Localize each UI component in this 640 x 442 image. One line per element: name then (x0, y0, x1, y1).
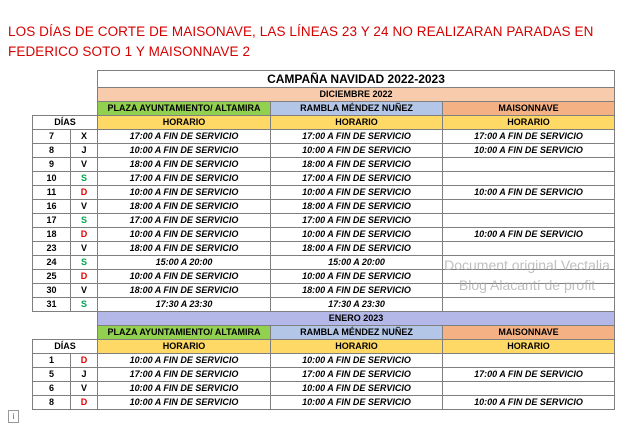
schedule-cell: 17:00 A FIN DE SERVICIO (98, 172, 271, 186)
schedule-cell (443, 158, 615, 172)
schedule-cell: 17:30 A 23:30 (98, 298, 271, 312)
schedule-cell (443, 200, 615, 214)
day-number: 8 (33, 396, 71, 410)
weekday-letter: D (71, 354, 98, 368)
table-title: CAMPAÑA NAVIDAD 2022-2023 (98, 71, 615, 88)
location-header: RAMBLA MÉNDEZ NUÑEZ (271, 326, 443, 340)
schedule-cell: 17:30 A 23:30 (271, 298, 443, 312)
table-row (33, 242, 615, 256)
day-number: 17 (33, 214, 71, 228)
day-number: 25 (33, 270, 71, 284)
month-header: ENERO 2023 (98, 312, 615, 326)
horario-header: HORARIO (98, 116, 271, 130)
month-row (33, 88, 615, 102)
schedule-cell: 10:00 A FIN DE SERVICIO (271, 382, 443, 396)
schedule-cell: 10:00 A FIN DE SERVICIO (443, 144, 615, 158)
table-row (33, 214, 615, 228)
watermark-line-1: Document original Vectalia (444, 257, 610, 273)
schedule-cell: 10:00 A FIN DE SERVICIO (98, 228, 271, 242)
schedule-cell (443, 214, 615, 228)
month-row (33, 312, 615, 326)
weekday-letter: S (71, 214, 98, 228)
schedule-cell: 10:00 A FIN DE SERVICIO (271, 186, 443, 200)
weekday-letter: D (71, 396, 98, 410)
weekday-letter: V (71, 200, 98, 214)
schedule-cell: 10:00 A FIN DE SERVICIO (443, 228, 615, 242)
weekday-letter: S (71, 298, 98, 312)
schedule-cell: 10:00 A FIN DE SERVICIO (98, 144, 271, 158)
weekday-letter: V (71, 242, 98, 256)
schedule-cell: 17:00 A FIN DE SERVICIO (98, 130, 271, 144)
table-row (33, 298, 615, 312)
schedule-cell: 15:00 A 20:00 (98, 256, 271, 270)
locations-row (33, 102, 615, 116)
horario-header: HORARIO (443, 340, 615, 354)
schedule-cell: 17:00 A FIN DE SERVICIO (271, 130, 443, 144)
location-header: PLAZA AYUNTAMIENTO/ ALTAMIRA (98, 102, 271, 116)
day-number: 31 (33, 298, 71, 312)
schedule-cell: 10:00 A FIN DE SERVICIO (98, 396, 271, 410)
day-number: 10 (33, 172, 71, 186)
table-row (33, 200, 615, 214)
schedule-cell: 15:00 A 20:00 (271, 256, 443, 270)
horario-header: HORARIO (271, 116, 443, 130)
day-number: 16 (33, 200, 71, 214)
schedule-cell: 17:00 A FIN DE SERVICIO (443, 368, 615, 382)
day-number: 30 (33, 284, 71, 298)
schedule-cell: 10:00 A FIN DE SERVICIO (98, 382, 271, 396)
weekday-letter: X (71, 130, 98, 144)
location-header: RAMBLA MÉNDEZ NUÑEZ (271, 102, 443, 116)
table-row (33, 186, 615, 200)
schedule-cell: 18:00 A FIN DE SERVICIO (271, 242, 443, 256)
schedule-cell: 10:00 A FIN DE SERVICIO (271, 144, 443, 158)
day-number: 8 (33, 144, 71, 158)
location-header: PLAZA AYUNTAMIENTO/ ALTAMIRA (98, 326, 271, 340)
table-row (33, 368, 615, 382)
month-header: DICIEMBRE 2022 (98, 88, 615, 102)
day-number: 5 (33, 368, 71, 382)
table-row (33, 228, 615, 242)
weekday-letter: V (71, 382, 98, 396)
weekday-letter: D (71, 270, 98, 284)
schedule-cell: 10:00 A FIN DE SERVICIO (271, 270, 443, 284)
weekday-letter: V (71, 284, 98, 298)
day-number: 9 (33, 158, 71, 172)
table-row (33, 396, 615, 410)
schedule-cell: 10:00 A FIN DE SERVICIO (98, 186, 271, 200)
day-number: 24 (33, 256, 71, 270)
schedule-cell: 17:00 A FIN DE SERVICIO (98, 214, 271, 228)
horario-header: HORARIO (98, 340, 271, 354)
weekday-letter: D (71, 186, 98, 200)
schedule-cell: 17:00 A FIN DE SERVICIO (271, 172, 443, 186)
table-row (33, 130, 615, 144)
schedule-cell (443, 354, 615, 368)
weekday-letter: J (71, 144, 98, 158)
day-number: 18 (33, 228, 71, 242)
dias-header: DÍAS (33, 116, 98, 130)
day-number: 11 (33, 186, 71, 200)
locations-row (33, 326, 615, 340)
schedule-cell: 10:00 A FIN DE SERVICIO (443, 186, 615, 200)
day-number: 23 (33, 242, 71, 256)
schedule-cell: 17:00 A FIN DE SERVICIO (271, 368, 443, 382)
schedule-cell: 10:00 A FIN DE SERVICIO (271, 228, 443, 242)
watermark-line-2: Blog Alacantí de profit (458, 277, 596, 293)
schedule-table (32, 70, 615, 410)
table-row (33, 354, 615, 368)
schedule-cell: 18:00 A FIN DE SERVICIO (271, 158, 443, 172)
schedule-cell: 10:00 A FIN DE SERVICIO (98, 270, 271, 284)
schedule-cell: 10:00 A FIN DE SERVICIO (271, 354, 443, 368)
schedule-cell (443, 298, 615, 312)
location-header: MAISONNAVE (443, 102, 615, 116)
table-row (33, 382, 615, 396)
horario-header: HORARIO (271, 340, 443, 354)
schedule-cell: 18:00 A FIN DE SERVICIO (98, 200, 271, 214)
table-row (33, 172, 615, 186)
schedule-cell: 17:00 A FIN DE SERVICIO (271, 214, 443, 228)
schedule-cell: 18:00 A FIN DE SERVICIO (271, 284, 443, 298)
location-header: MAISONNAVE (443, 326, 615, 340)
schedule-cell (443, 172, 615, 186)
info-icon: i (8, 410, 19, 423)
schedule-cell: 18:00 A FIN DE SERVICIO (98, 242, 271, 256)
weekday-letter: S (71, 172, 98, 186)
table-row (33, 144, 615, 158)
table-row (33, 158, 615, 172)
day-number: 7 (33, 130, 71, 144)
weekday-letter: S (71, 256, 98, 270)
schedule-cell: 17:00 A FIN DE SERVICIO (443, 130, 615, 144)
schedule-cell: 18:00 A FIN DE SERVICIO (271, 200, 443, 214)
closure-notice: LOS DÍAS DE CORTE DE MAISONAVE, LAS LÍNEAS 23 Y 24 NO REALIZARAN PARADAS EN FEDERICO SOTO 1 Y MAISONNAVE 2 (8, 24, 594, 59)
day-number: 1 (33, 354, 71, 368)
weekday-letter: D (71, 228, 98, 242)
horario-row (33, 116, 615, 130)
schedule-cell: 18:00 A FIN DE SERVICIO (98, 158, 271, 172)
weekday-letter: J (71, 368, 98, 382)
schedule-cell: 10:00 A FIN DE SERVICIO (443, 396, 615, 410)
schedule-cell (443, 242, 615, 256)
schedule-cell (443, 382, 615, 396)
dias-header: DÍAS (33, 340, 98, 354)
weekday-letter: V (71, 158, 98, 172)
schedule-cell: 10:00 A FIN DE SERVICIO (98, 354, 271, 368)
schedule-cell: 10:00 A FIN DE SERVICIO (271, 396, 443, 410)
schedule-cell: 17:00 A FIN DE SERVICIO (98, 368, 271, 382)
schedule-cell: 18:00 A FIN DE SERVICIO (98, 284, 271, 298)
horario-header: HORARIO (443, 116, 615, 130)
day-number: 6 (33, 382, 71, 396)
watermark (416, 255, 638, 295)
horario-row (33, 340, 615, 354)
